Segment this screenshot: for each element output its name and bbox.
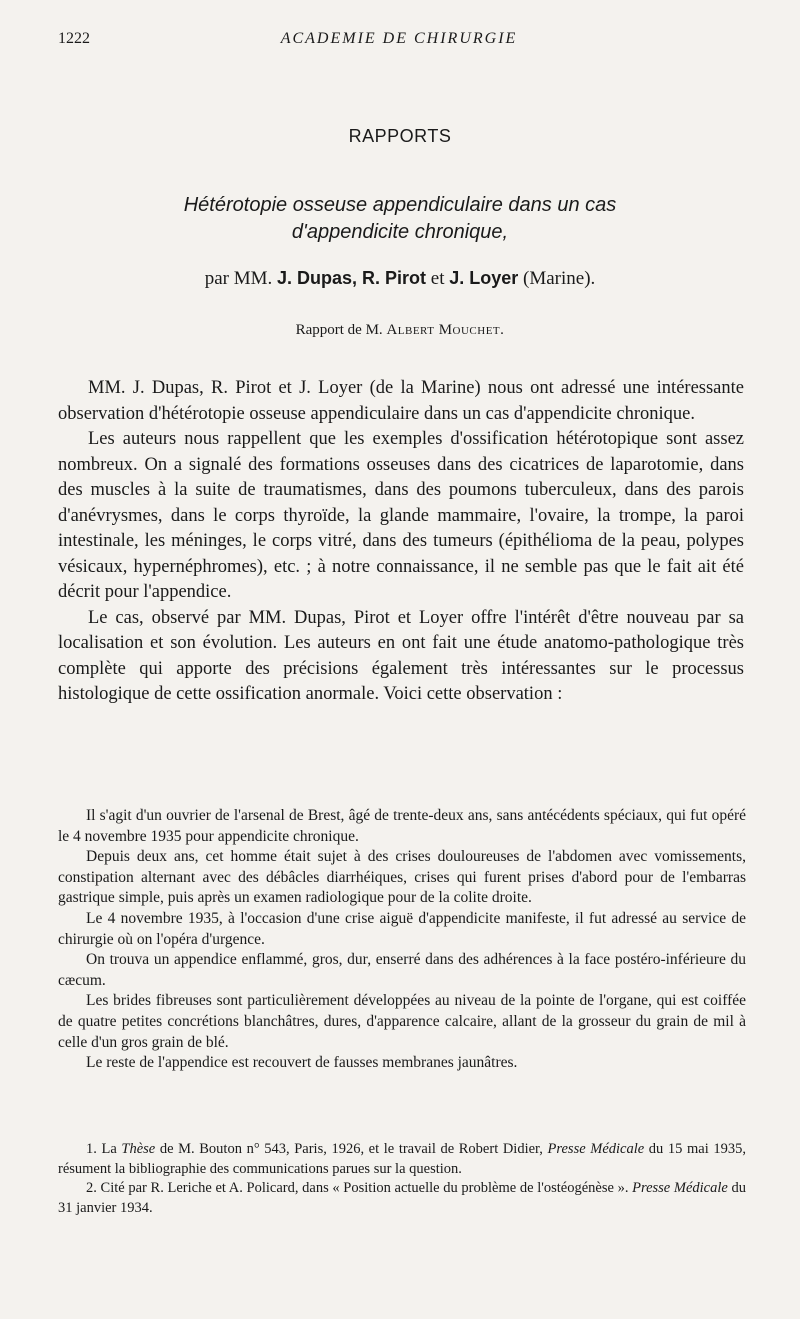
footnote-2-text: 2. Cité par R. Leriche et A. Policard, dans « Position actuelle du problème de l'ostéogénèse ». xyxy=(86,1180,633,1196)
authors-prefix: par MM. xyxy=(204,268,277,289)
case-paragraph: Le 4 novembre 1935, à l'occasion d'une crise aiguë d'appendicite manifeste, il fut adressé au service de chirurgie où on l'opéra d'urgence. xyxy=(58,909,746,948)
body-paragraph: Le cas, observé par MM. Dupas, Pirot et Loyer offre l'intérêt d'être nouveau par sa localisation et son évolution. Les auteurs en ont fait une étude anatomo-pathologique très complète qui apporte des précisions également très intéressantes sur le processus histologique de cette ossification anormale. Voici cette observation : xyxy=(58,607,744,704)
footnote-1-text: du 15 mai 1935, résument la bibliographie des communications parues sur la question. xyxy=(58,1141,747,1177)
footnote-2-journal: Presse Médicale xyxy=(632,1180,728,1196)
section-title: RAPPORTS xyxy=(348,126,452,146)
page-number: 1222 xyxy=(58,30,90,47)
case-paragraph: On trouva un appendice enflammé, gros, dur, enserré dans des adhérences à la face postéro-inférieure du cæcum. xyxy=(58,951,746,989)
body-paragraph: Les auteurs nous rappellent que les exemples d'ossification hétérotopique sont assez nombreux. On a signalé des formations osseuses dans des cicatrices de laparotomie, dans des muscles à la suite de traumatismes, dans des poumons tuberculeux, dans des parois d'anévrysmes, dans le corps thyroïde, la glande mammaire, l'ovaire, la trompe, la paroi intestinale, les méninges, le corps vitré, dans des tumeurs (épithélioma de la peau, polypes vésicaux, hypernéphromes), etc. ; à notre connaissance, il ne semble pas que le fait ait été décrit pour l'appendice. xyxy=(58,429,744,602)
body-paragraph: MM. J. Dupas, R. Pirot et J. Loyer (de la Marine) nous ont adressé une intéressante observation d'hétérotopie osseuse appendiculaire dans un cas d'appendicite chronique. xyxy=(58,378,744,424)
case-paragraph: Depuis deux ans, cet homme était sujet à des crises douloureuses de l'abdomen avec vomissements, constipation alternant avec des débâcles diarrhéiques, crises qui furent prises d'abord pour de l'embarras gastrique simple, puis après un examen radiologique pour de la colite droite. xyxy=(58,848,746,907)
body-text xyxy=(58,376,744,708)
footnote-2-text: du 31 janvier 1934. xyxy=(58,1180,747,1216)
authors-and: et xyxy=(426,268,450,289)
page-header xyxy=(58,30,740,54)
case-paragraph: Les brides fibreuses sont particulièrement développées au niveau de la pointe de l'organe, qui est coiffée de quatre petites concrétions blanchâtres, dures, d'apparence calcaire, allant de la grosseur du grain de mil à celle d'un gros grain de blé. xyxy=(58,992,746,1051)
article-title-line-1: Hétérotopie osseuse appendiculaire dans un cas xyxy=(183,194,617,216)
footnote-1 xyxy=(58,1140,746,1179)
case-paragraph: Le reste de l'appendice est recouvert de fausses membranes jaunâtres. xyxy=(86,1054,518,1072)
footnotes xyxy=(58,1140,746,1218)
case-paragraph: Il s'agit d'un ouvrier de l'arsenal de Brest, âgé de trente-deux ans, sans antécédents spéciaux, qui fut opéré le 4 novembre 1935 pour appendicite chronique. xyxy=(58,807,746,845)
article-title-line-2: d'appendicite chronique, xyxy=(291,221,509,243)
authors-names: J. Dupas, R. Pirot xyxy=(277,268,427,288)
footnote-1-journal: Presse Médicale xyxy=(547,1141,645,1157)
running-title: ACADEMIE DE CHIRURGIE xyxy=(280,30,518,47)
authors-suffix: (Marine). xyxy=(518,268,596,289)
footnote-1-italic: Thèse xyxy=(121,1141,156,1157)
authors-line xyxy=(60,268,740,290)
footnote-1-text: de M. Bouton n° 543, Paris, 1926, et le travail de Robert Didier, xyxy=(155,1141,548,1157)
case-observation xyxy=(58,806,746,1074)
report-line xyxy=(60,322,740,339)
footnote-1-text: 1. La xyxy=(86,1141,122,1157)
authors-last: J. Loyer xyxy=(449,268,519,288)
reporter-name: Albert Mouchet. xyxy=(386,322,505,338)
article-title xyxy=(60,192,740,246)
footnote-2 xyxy=(58,1179,746,1218)
report-prefix: Rapport de M. xyxy=(295,322,387,338)
